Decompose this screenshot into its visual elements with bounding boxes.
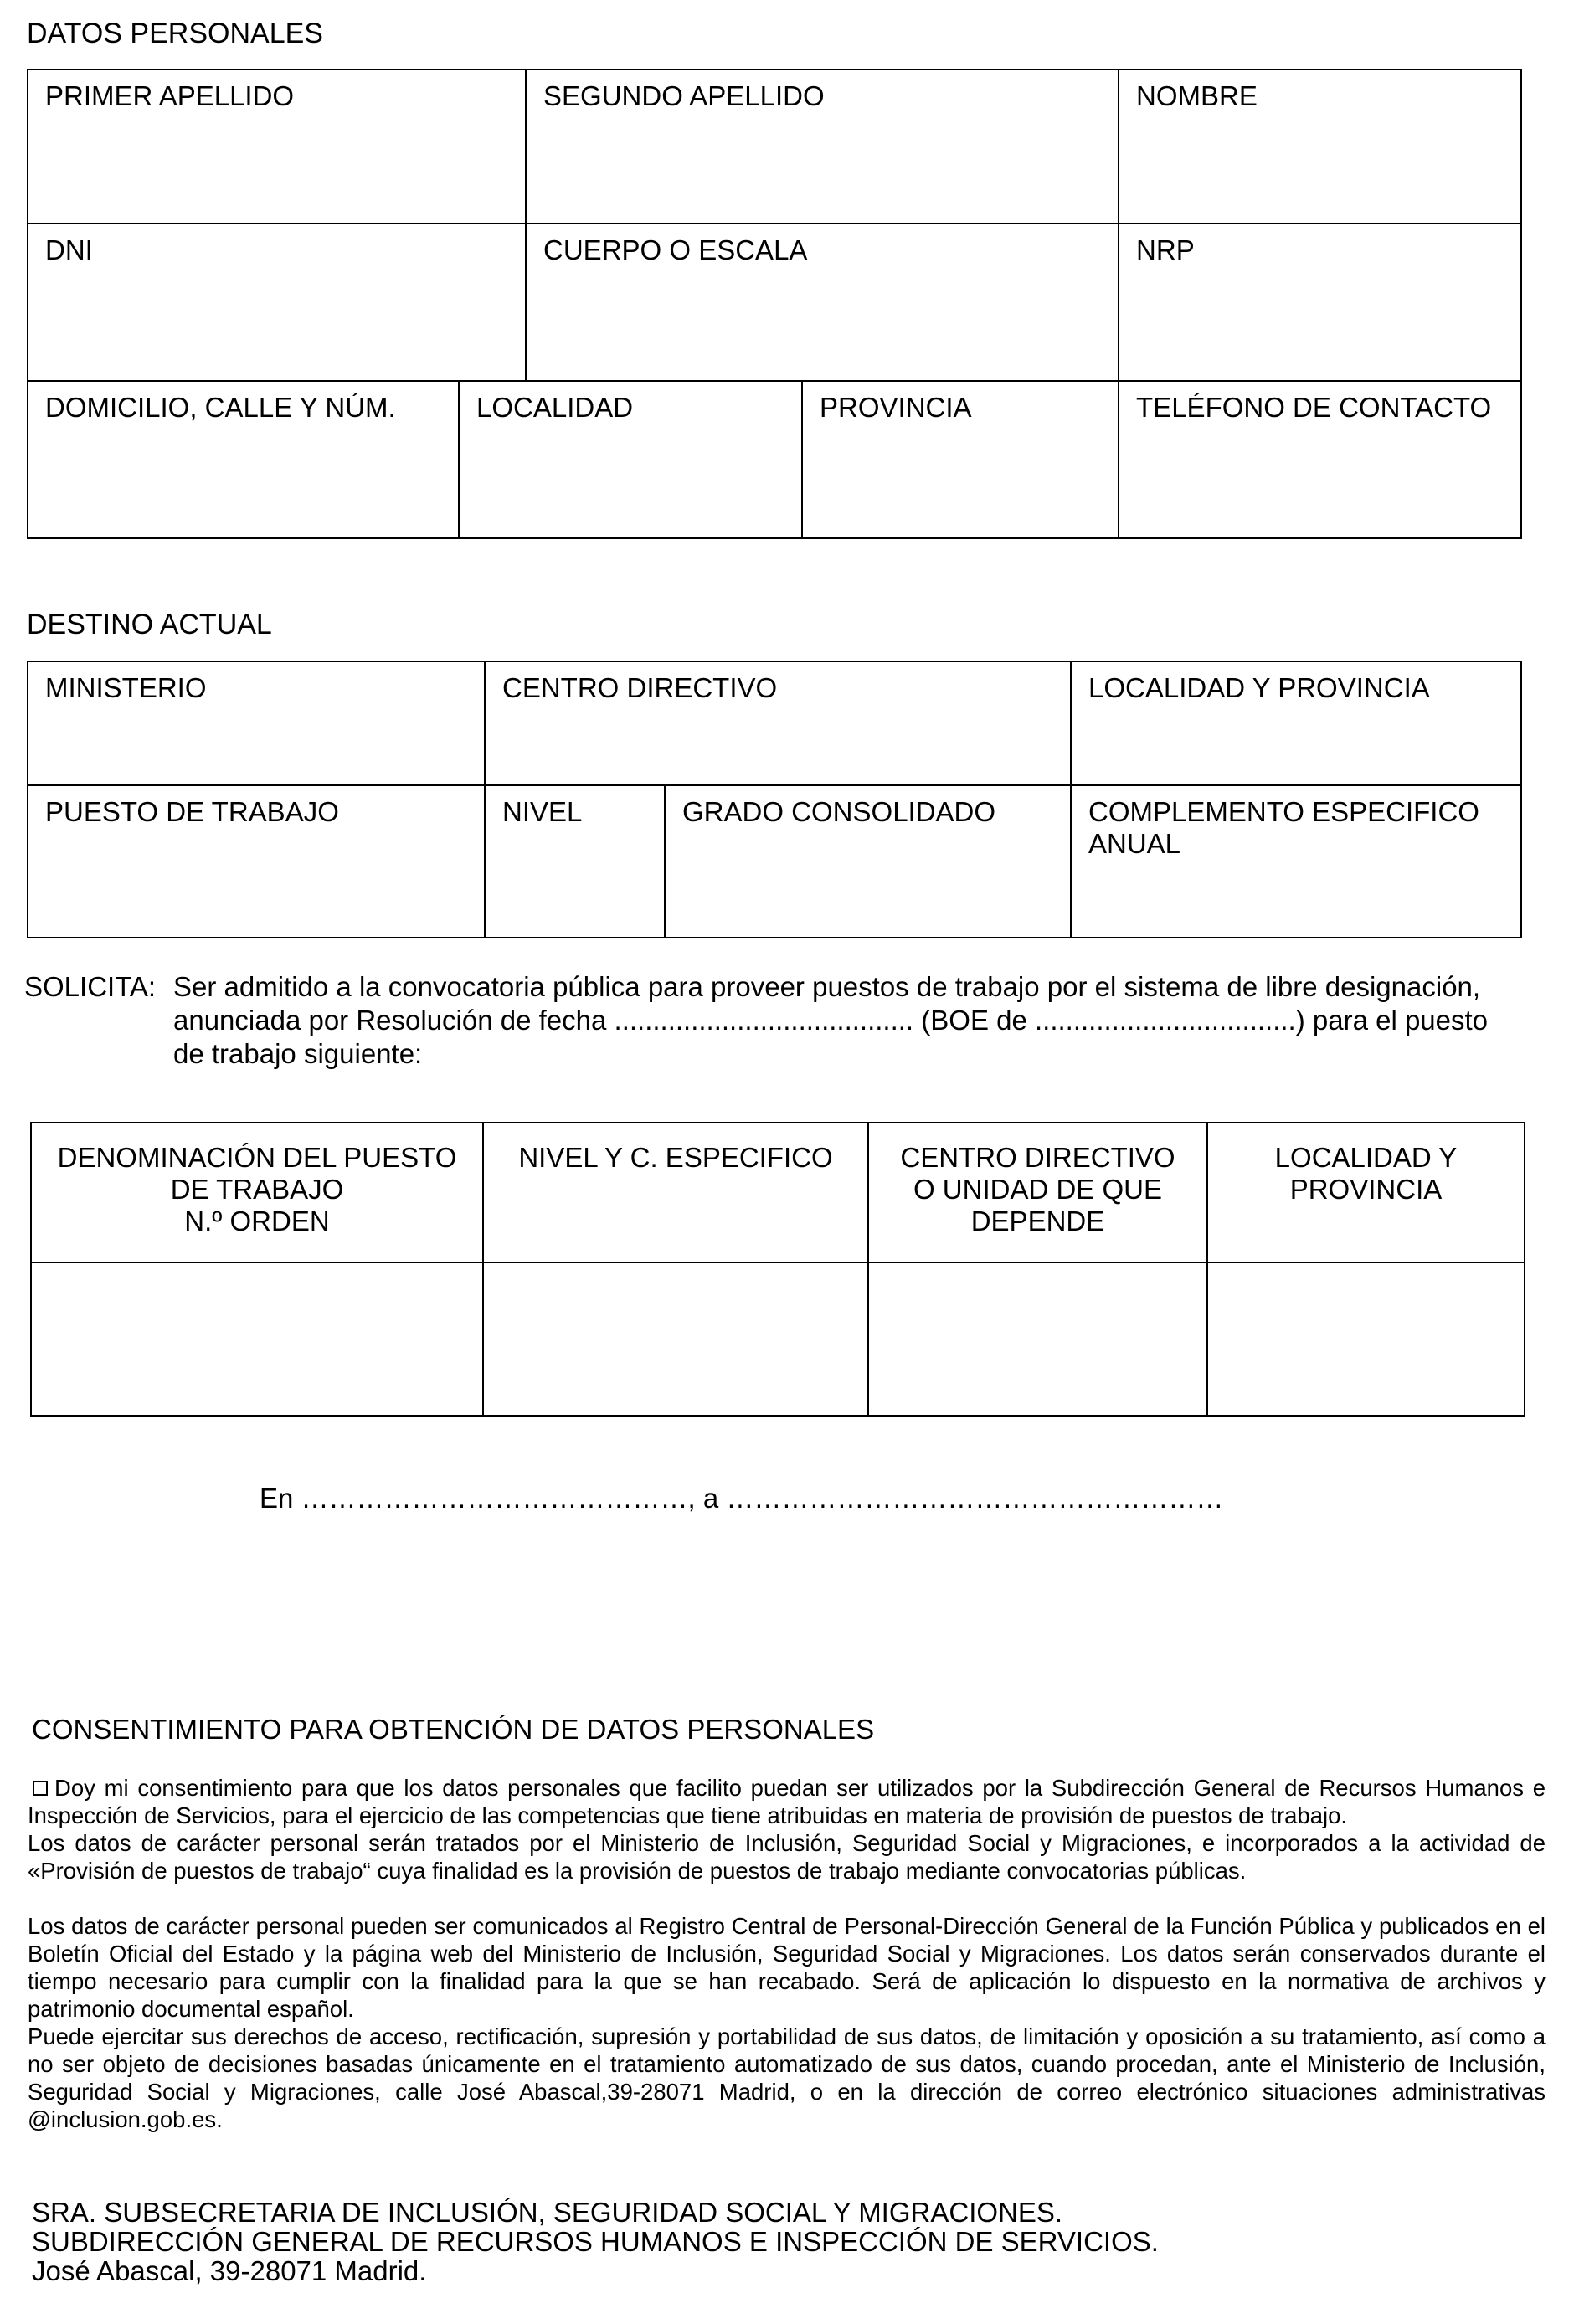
lugar-fecha-line[interactable]: En ……………………………………, a ……………………………………………… xyxy=(260,1483,1224,1514)
domicilio-field[interactable] xyxy=(28,381,459,538)
consentimiento-title: CONSENTIMIENTO PARA OBTENCIÓN DE DATOS PERSONALES xyxy=(32,1714,875,1745)
domicilio-label: DOMICILIO, CALLE Y NÚM. xyxy=(45,392,396,423)
consentimiento-text xyxy=(28,1774,1546,2133)
solicita-label: SOLICITA: xyxy=(24,971,157,1002)
nrp-label: NRP xyxy=(1136,234,1195,265)
consentimiento-paragraph-1 xyxy=(28,1774,1546,1829)
nombre-field[interactable] xyxy=(1119,69,1521,224)
nivel-field[interactable] xyxy=(485,785,665,938)
destinatario-line-1: SRA. SUBSECRETARIA DE INCLUSIÓN, SEGURIDAD SOCIAL Y MIGRACIONES. xyxy=(32,2197,1063,2228)
nivel-ce-label: NIVEL Y C. ESPECIFICO xyxy=(518,1142,833,1173)
consentimiento-paragraph-4: Puede ejercitar sus derechos de acceso, rectificación, supresión y portabilidad de sus datos, de limitación y oposición a su tratamiento, así como a no ser objeto de decisiones basadas únicamente en el tratamiento automatizado de sus datos, cuando procedan, ante el Ministerio de Inclusión, Seguridad Social y Migraciones, calle José Abascal,39-28071 Madrid, o en la dirección de correo electrónico situaciones administrativas @inclusion.gob.es. xyxy=(28,2023,1546,2132)
ministerio-label: MINISTERIO xyxy=(45,672,207,703)
telefono-field[interactable] xyxy=(1119,381,1521,538)
solicita-line-1: Ser admitido a la convocatoria pública para proveer puestos de trabajo por el sistema de libre designación, xyxy=(173,971,1481,1002)
grado-consolidado-field[interactable] xyxy=(665,785,1071,938)
nrp-field[interactable] xyxy=(1119,224,1521,381)
dni-field[interactable] xyxy=(28,224,526,381)
destinatario-line-2: SUBDIRECCIÓN GENERAL DE RECURSOS HUMANOS E INSPECCIÓN DE SERVICIOS. xyxy=(32,2226,1159,2257)
centro-directivo-field[interactable] xyxy=(485,661,1071,785)
segundo-apellido-field[interactable] xyxy=(526,69,1119,224)
nivel-label: NIVEL xyxy=(502,796,583,827)
localidad-provincia-field[interactable] xyxy=(1071,661,1521,785)
telefono-label: TELÉFONO DE CONTACTO xyxy=(1136,392,1492,423)
solicita-line-3: de trabajo siguiente: xyxy=(173,1038,423,1069)
localidad-field[interactable] xyxy=(459,381,802,538)
localidad-provincia-input[interactable] xyxy=(1207,1262,1525,1416)
puesto-trabajo-field[interactable] xyxy=(28,785,485,938)
solicita-line-2: anunciada por Resolución de fecha ....................................... (BOE de ..................................) para el puesto xyxy=(173,1005,1489,1036)
localidad-label: LOCALIDAD xyxy=(476,392,634,423)
nombre-label: NOMBRE xyxy=(1136,80,1258,111)
localidad-provincia-label: LOCALIDAD Y PROVINCIA xyxy=(1088,672,1430,703)
destino-actual-title: DESTINO ACTUAL xyxy=(27,609,272,640)
destino-actual-table xyxy=(27,661,1522,938)
provincia-label: PROVINCIA xyxy=(820,392,972,423)
centro-directivo-input[interactable] xyxy=(868,1262,1207,1416)
centro-directivo-label: CENTRO DIRECTIVO xyxy=(502,672,778,703)
grado-consolidado-label: GRADO CONSOLIDADO xyxy=(682,796,996,827)
centro-directivo-header xyxy=(868,1123,1207,1262)
localidad-provincia-header xyxy=(1207,1123,1525,1262)
ministerio-field[interactable] xyxy=(28,661,485,785)
complemento-especifico-label: COMPLEMENTO ESPECIFICO ANUAL xyxy=(1088,796,1479,859)
centro-directivo-unidad-label: CENTRO DIRECTIVO O UNIDAD DE QUE DEPENDE xyxy=(900,1142,1175,1237)
consentimiento-paragraph-2: Los datos de carácter personal serán tratados por el Ministerio de Inclusión, Seguridad Social y Migraciones, e incorporados a la actividad de «Provisión de puestos de trabajo“ cuya finalidad es la provisión de puestos de trabajo mediante convocatorias públicas. xyxy=(28,1830,1546,1884)
denominacion-label: DENOMINACIÓN DEL PUESTO DE TRABAJO N.º ORDEN xyxy=(57,1142,457,1237)
segundo-apellido-label: SEGUNDO APELLIDO xyxy=(543,80,825,111)
dni-label: DNI xyxy=(45,234,93,265)
nivel-ce-input[interactable] xyxy=(483,1262,868,1416)
provincia-field[interactable] xyxy=(802,381,1119,538)
cuerpo-escala-field[interactable] xyxy=(526,224,1119,381)
primer-apellido-label: PRIMER APELLIDO xyxy=(45,80,295,111)
datos-personales-table xyxy=(27,69,1522,539)
complemento-especifico-field[interactable] xyxy=(1071,785,1521,938)
nivel-ce-header xyxy=(483,1123,868,1262)
datos-personales-title: DATOS PERSONALES xyxy=(27,18,323,49)
consentimiento-p1-text: Doy mi consentimiento para que los datos personales que facilito puedan ser utilizados por la Subdirección General de Recursos Humanos e Inspección de Servicios, para el ejercicio de las competencias que tiene atribuidas en materia de provisión de puestos de trabajo. xyxy=(28,1775,1546,1828)
destinatario-line-3: José Abascal, 39-28071 Madrid. xyxy=(32,2255,427,2286)
consentimiento-paragraph-3: Los datos de carácter personal pueden ser comunicados al Registro Central de Personal-Dirección General de la Función Pública y publicados en el Boletín Oficial del Estado y la página web del Ministerio de Inclusión, Seguridad Social y Migraciones. Los datos serán conservados durante el tiempo necesario para cumplir con la finalidad para la que se han recabado. Será de aplicación lo dispuesto en la normativa de archivos y patrimonio documental español. xyxy=(28,1913,1546,2022)
consent-checkbox[interactable] xyxy=(33,1781,48,1796)
primer-apellido-field[interactable] xyxy=(28,69,526,224)
cuerpo-escala-label: CUERPO O ESCALA xyxy=(543,234,808,265)
denominacion-input[interactable] xyxy=(31,1262,483,1416)
puesto-solicitado-table xyxy=(30,1122,1525,1417)
localidad-provincia-puesto-label: LOCALIDAD Y PROVINCIA xyxy=(1274,1142,1458,1205)
denominacion-header xyxy=(31,1123,483,1262)
puesto-trabajo-label: PUESTO DE TRABAJO xyxy=(45,796,339,827)
